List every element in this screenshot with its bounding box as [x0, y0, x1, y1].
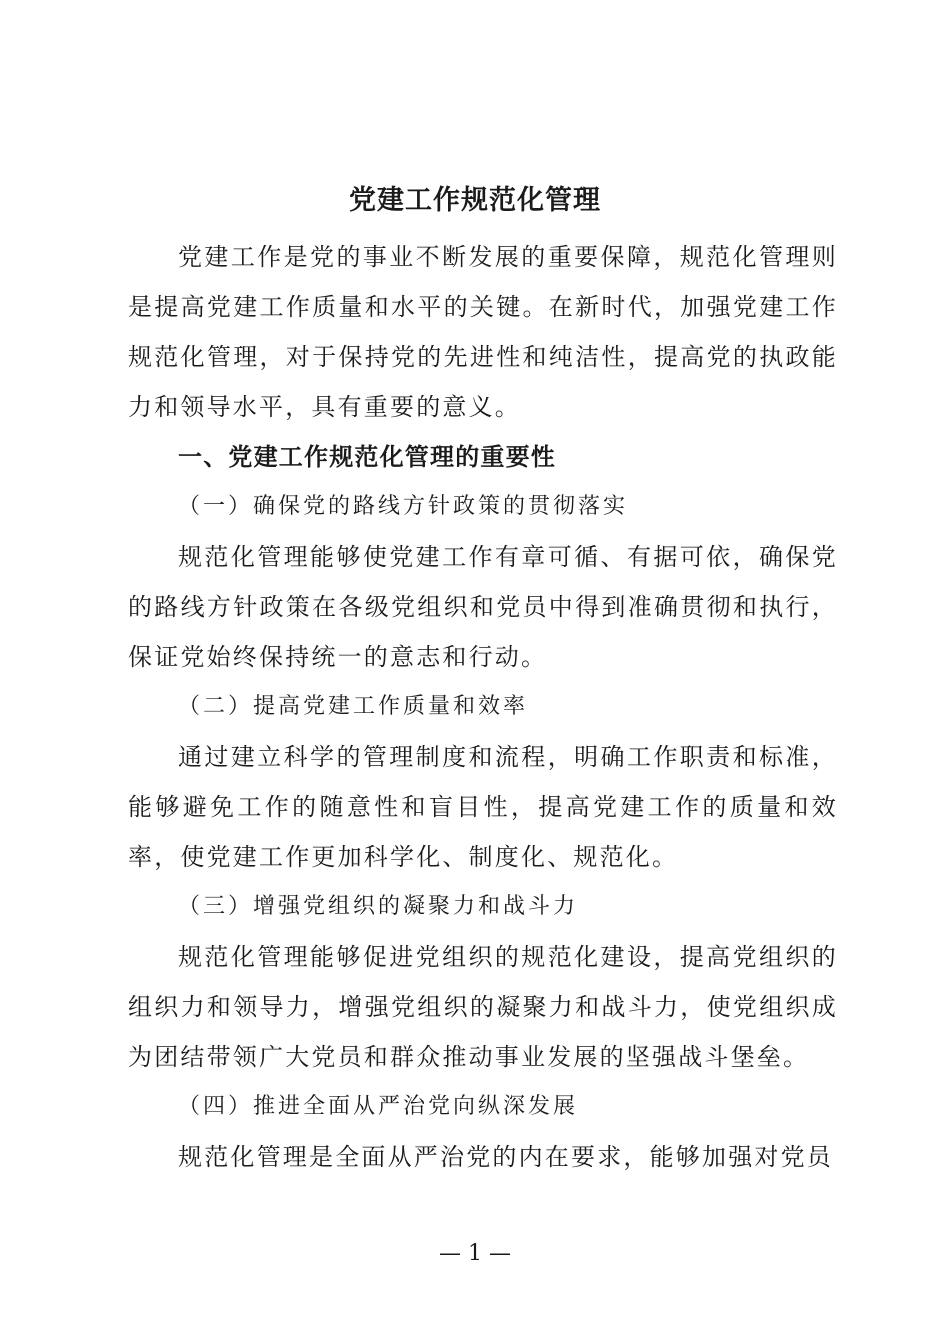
subsection-paragraph-4: 规范化管理是全面从严治党的内在要求，能够加强对党员 [178, 1143, 833, 1171]
subsection-heading-4: （四）推进全面从严治党向纵深发展 [178, 1094, 579, 1119]
subsection-heading-1: （一）确保党的路线方针政策的贯彻落实 [178, 494, 629, 519]
subsection-paragraph-3: 规范化管理能够促进党组织的规范化建设，提高党组织的组织力和领导力，增强党组织的凝聚力和战斗力，使党组织成为团结带领广大党员和群众推动事业发展的坚强战斗堡垒。 [128, 943, 838, 1071]
subsection-heading-3: （三）增强党组织的凝聚力和战斗力 [178, 894, 579, 919]
subsection-paragraph-2: 通过建立科学的管理制度和流程，明确工作职责和标准，能够避免工作的随意性和盲目性，提高党建工作的质量和效率，使党建工作更加科学化、制度化、规范化。 [128, 743, 838, 871]
intro-paragraph: 党建工作是党的事业不断发展的重要保障，规范化管理则是提高党建工作质量和水平的关键。在新时代，加强党建工作规范化管理，对于保持党的先进性和纯洁性，提高党的执政能力和领导水平，具有重要的意义。 [128, 243, 838, 421]
page-number: — 1 — [439, 1241, 511, 1266]
subsection-heading-2: （二）提高党建工作质量和效率 [178, 694, 529, 719]
subsection-paragraph-1: 规范化管理能够使党建工作有章可循、有据可依，确保党的路线方针政策在各级党组织和党员中得到准确贯彻和执行，保证党始终保持统一的意志和行动。 [128, 543, 838, 671]
section-heading-importance: 一、党建工作规范化管理的重要性 [178, 443, 556, 471]
document-body [128, 232, 838, 1182]
document-title: 党建工作规范化管理 [349, 185, 601, 216]
